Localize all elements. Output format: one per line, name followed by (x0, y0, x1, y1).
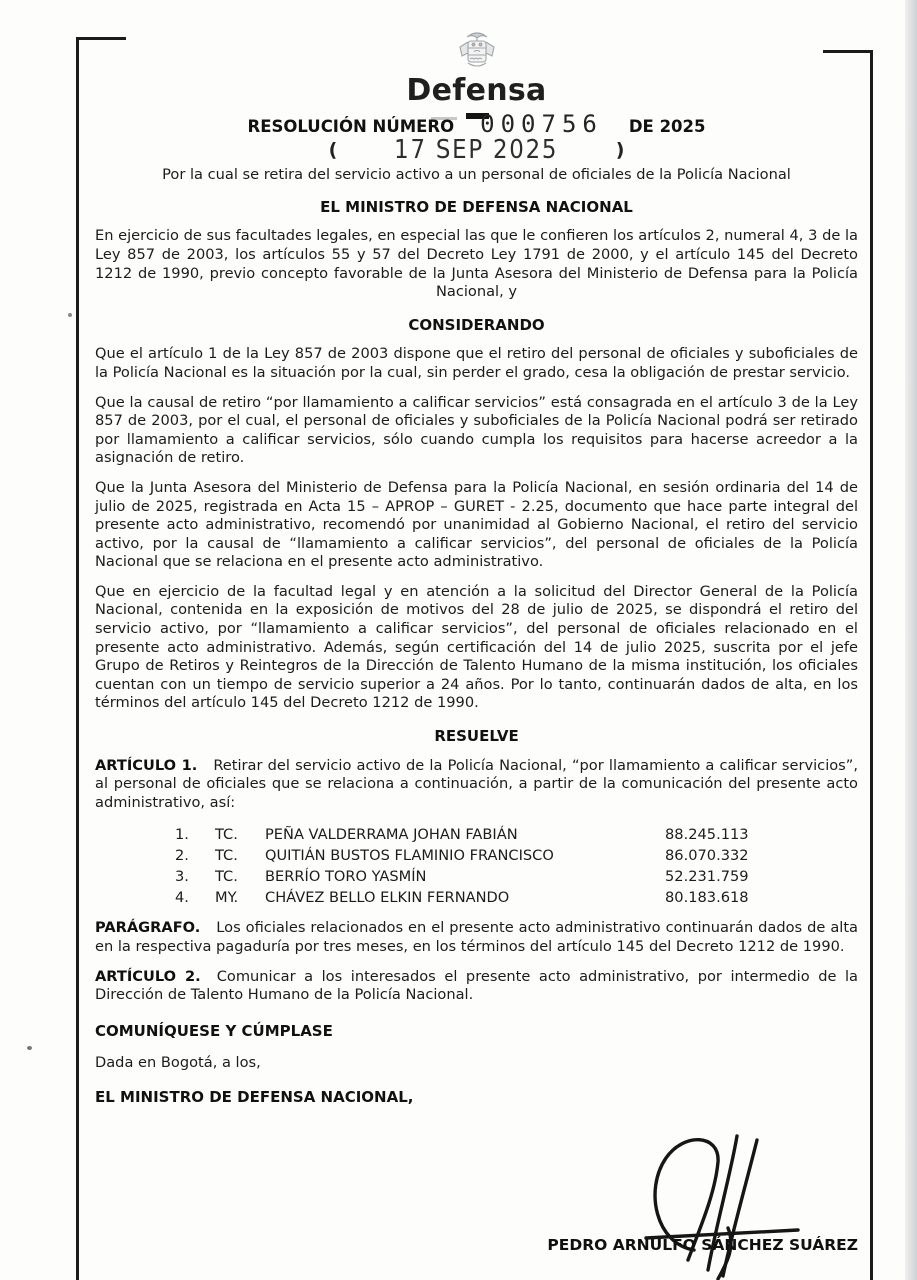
officer-name: BERRÍO TORO YASMÍN (265, 868, 427, 886)
officer-id: 88.245.113 (665, 826, 749, 844)
date-stamp: 17 SEP 2025 (394, 134, 559, 165)
considerando-paragraph-4: Que en ejercicio de la facultad legal y en atención a la solicitud del Director General de la Policía Nacional, contenida en la exposición de motivos del 28 de julio de 2025, se dispondrá el retiro del servicio activo, por “llamamiento a calificar servicios”, del personal de oficiales relacionado en el presente acto administrativo. Además, según certificación del 14 de julio 2025, suscrita por el jefe Grupo de Retiros y Reintegros de la Dirección de Talento Humano de la misma institución, los oficiales cuentan con un tiempo de servicio superior a 24 años. Por lo tanto, continuarán dados de alta, en los términos del artículo 145 del Decreto 1212 de 1990. (95, 582, 858, 712)
officer-num: 1. (175, 826, 189, 844)
officer-name: QUITIÁN BUSTOS FLAMINIO FRANCISCO (265, 847, 554, 865)
scan-edge-shadow (905, 0, 917, 1280)
handwritten-signature-icon (636, 1130, 811, 1280)
close-paren: ) (615, 138, 625, 161)
officer-rank: TC. (215, 826, 238, 844)
officer-name: CHÁVEZ BELLO ELKIN FERNANDO (265, 889, 510, 907)
paragrafo-text: Los oficiales relacionados en el presente acto administrativo continuarán dados de alta en la respectiva pagaduría por tres meses, en los términos del artículo 145 del Decreto 1212 de 1990. (95, 919, 858, 955)
document-content (95, 26, 858, 1107)
officer-row (175, 887, 775, 908)
authority-title: EL MINISTRO DE DEFENSA NACIONAL (320, 197, 633, 216)
resolution-line (95, 110, 858, 138)
dada-line: Dada en Bogotá, a los, (95, 1054, 261, 1072)
signature-name: PEDRO ARNULFO SÁNCHEZ SUÁREZ (547, 1236, 858, 1254)
articulo-1-text: Retirar del servicio activo de la Policía Nacional, “por llamamiento a calificar servicios”, al personal de oficiales que se relaciona a continuación, a partir de la comunicación del presente acto administrativo, así: (95, 756, 858, 811)
ministry-logo (95, 30, 858, 107)
page-border-left (76, 37, 79, 1280)
ministry-logo-label: Defensa (406, 73, 547, 108)
open-paren: ( (328, 138, 338, 161)
officer-row (175, 866, 775, 887)
officer-num: 2. (175, 847, 189, 865)
officer-name: PEÑA VALDERRAMA JOHAN FABIÁN (265, 826, 518, 844)
considerando-paragraph-3: Que la Junta Asesora del Ministerio de Defensa para la Policía Nacional, en sesión ordinaria del 14 de julio de 2025, registrada en Acta 15 – APROP – GURET - 2.25, documento que hace parte integral del presente acto administrativo, recomendó por unanimidad al Gobierno Nacional, el retiro del servicio activo, por la causal de “llamamiento a calificar servicios”, del personal de oficiales de la Policía Nacional que se relaciona en el presente acto administrativo. (95, 478, 858, 571)
officer-id: 80.183.618 (665, 889, 749, 907)
colombia-coat-of-arms-icon (453, 30, 501, 74)
articulo-2-paragraph (95, 968, 858, 1005)
resolution-year: DE 2025 (628, 117, 706, 136)
date-line (95, 134, 858, 165)
page-border-right (870, 50, 873, 1280)
officer-num: 4. (175, 889, 189, 907)
officer-row (175, 845, 775, 866)
articulo-2-text: Comunicar a los interesados el presente acto administrativo, por intermedio de la Dirección de Talento Humano de la Policía Nacional. (95, 967, 858, 1004)
comuniquese-heading: COMUNÍQUESE Y CÚMPLASE (95, 1021, 333, 1040)
articulo-2-label: ARTÍCULO 2. (95, 967, 201, 985)
officer-id: 52.231.759 (665, 868, 749, 886)
officer-id: 86.070.332 (665, 847, 749, 865)
scan-speck (68, 313, 72, 317)
minister-title-line: EL MINISTRO DE DEFENSA NACIONAL, (95, 1087, 414, 1106)
resuelve-heading: RESUELVE (434, 727, 519, 746)
considerando-paragraph-2: Que la causal de retiro “por llamamiento a calificar servicios” está consagrada en el artículo 3 de la Ley 857 de 2003, por el cual, el personal de oficiales y suboficiales de la Policía Nacional podrá ser retirado por llamamiento a calificar servicios, sólo cuando cumpla los requisitos para hacerse acreedor a la asignación de retiro. (95, 393, 858, 467)
paragrafo-paragraph (95, 919, 858, 956)
officer-rank: MY. (215, 889, 239, 907)
articulo-1-label: ARTÍCULO 1. (95, 756, 198, 774)
scan-speck (27, 1046, 32, 1050)
officer-list (175, 824, 775, 908)
articulo-1-paragraph (95, 757, 858, 813)
resolution-number-stamp: 000756 (480, 110, 603, 138)
officer-rank: TC. (215, 847, 238, 865)
considerando-paragraph-1: Que el artículo 1 de la Ley 857 de 2003 dispone que el retiro del personal de oficiales y suboficiales de la Policía Nacional es la situación por la cual, sin perder el grado, cesa la obligación de prestar servicio. (95, 345, 858, 381)
officer-row (175, 824, 775, 845)
officer-rank: TC. (215, 868, 238, 886)
officer-num: 3. (175, 868, 189, 886)
resolution-subject: Por la cual se retira del servicio activo a un personal de oficiales de la Policía Nacional (162, 166, 791, 184)
preamble-paragraph: En ejercicio de sus facultades legales, en especial las que le confieren los artículos 2, numeral 4, 3 de la Ley 857 de 2003, los artículos 55 y 57 del Decreto Ley 1791 de 2000, y el artículo 145 del Decreto 1212 de 1990, previo concepto favorable de la Junta Asesora del Ministerio de Defensa para la Policía Nacional, y (95, 227, 858, 301)
considerando-heading: CONSIDERANDO (408, 315, 545, 334)
paragrafo-label: PARÁGRAFO. (95, 919, 201, 937)
resolution-label: RESOLUCIÓN NÚMERO (247, 117, 455, 136)
